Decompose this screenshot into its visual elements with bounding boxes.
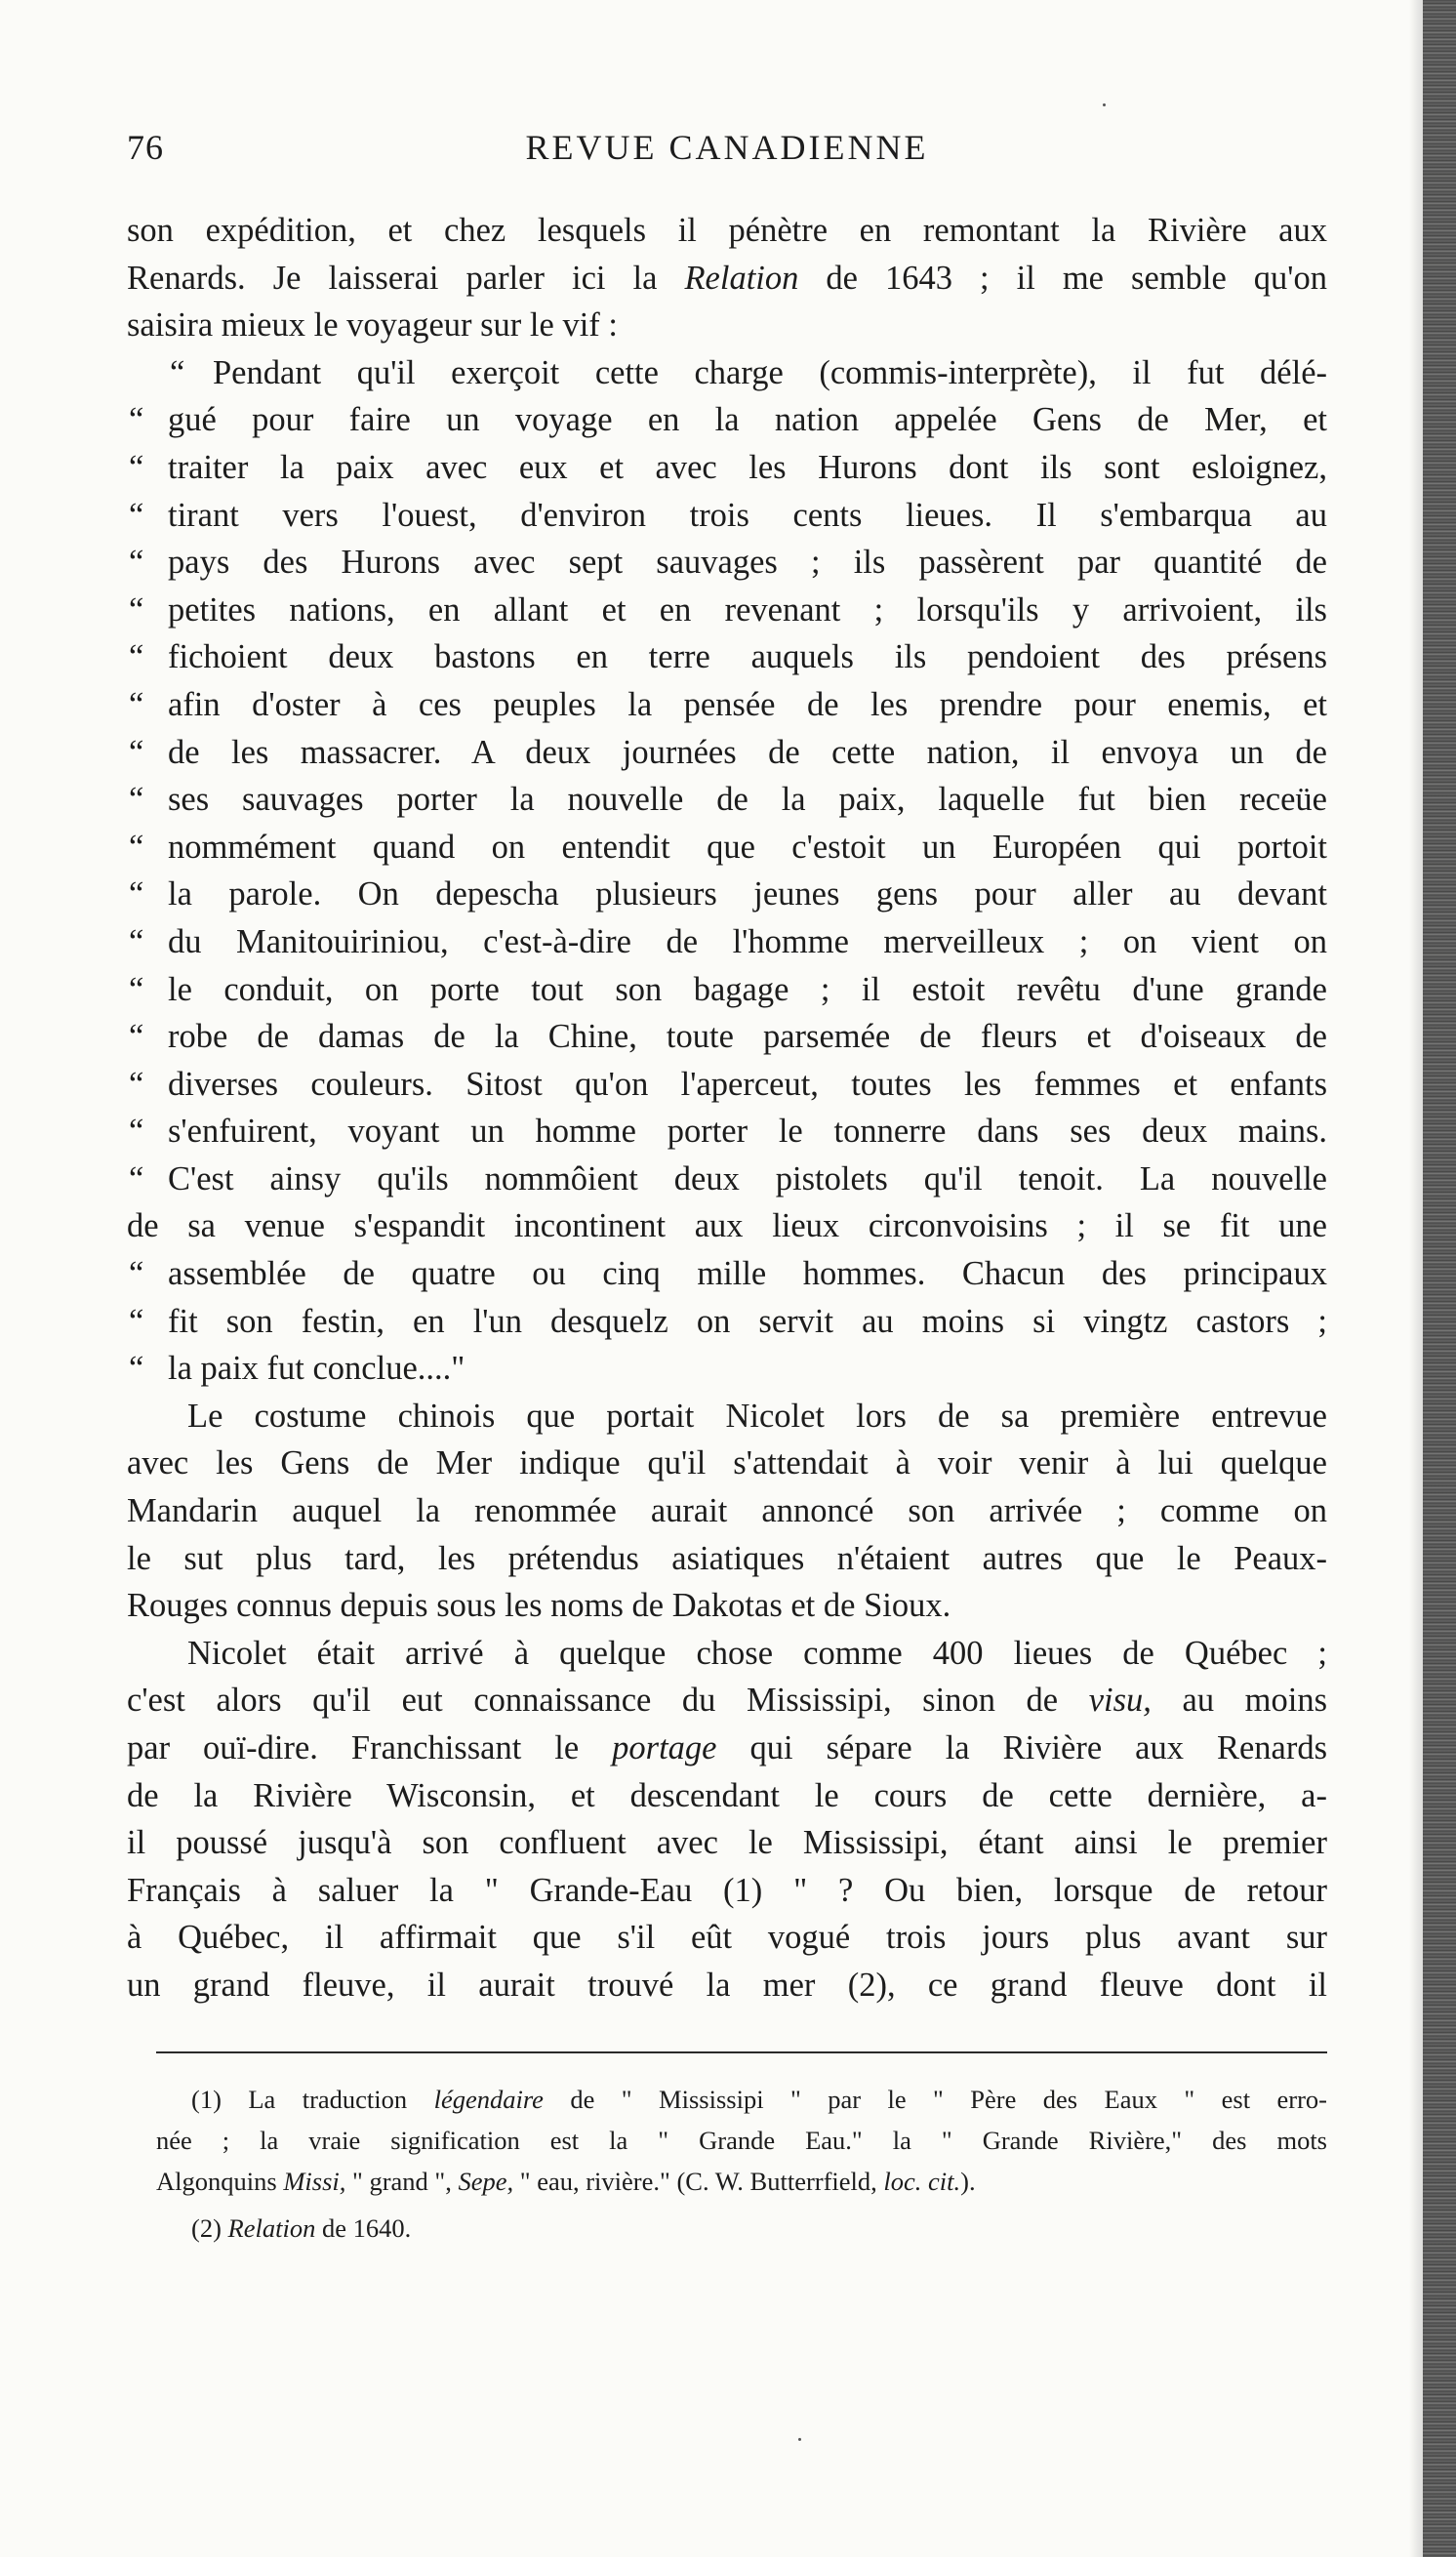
quote-line: “ le conduit, on porte tout son bagage ; il estoit revêtu d'une grande	[129, 970, 1327, 1008]
quote-line: “ C'est ainsy qu'ils nommôient deux pistolets qu'il tenoit. La nouvelle	[129, 1159, 1327, 1197]
quote-line: “ petites nations, en allant et en revenant ; lorsqu'ils y arrivoient, ils	[129, 590, 1327, 629]
footnote-2-line: (2) Relation de 1640.	[191, 2213, 412, 2243]
text-line: à Québec, il affirmait que s'il eût vogué trois jours plus avant sur	[127, 1919, 1327, 1957]
quote-line: “ la parole. On depescha plusieurs jeunes gens pour aller au devant	[129, 875, 1327, 913]
text-line: de la Rivière Wisconsin, et descendant le cours de cette dernière, a-	[127, 1776, 1327, 1814]
page-header	[127, 127, 1327, 182]
text-line: par ouï-dire. Franchissant le portage qui sépare la Rivière aux Renards	[127, 1729, 1327, 1766]
text-line: Rouges connus depuis sous les noms de Dakotas et de Sioux.	[127, 1587, 951, 1625]
text-line: Mandarin auquel la renommée aurait annoncé son arrivée ; comme on	[127, 1492, 1327, 1530]
main-text	[127, 207, 1327, 2009]
paragraph	[127, 1630, 1327, 2009]
page-edge-shadow	[1409, 0, 1423, 2557]
text-line: son expédition, et chez lesquels il pénètre en remontant la Rivière aux	[127, 212, 1327, 249]
quote-line: “ Pendant qu'il exerçoit cette charge (commis-interprète), il fut délé-	[170, 353, 1327, 391]
footnote-1-line: née ; la vraie signification est la " Grande Eau." la " Grande Rivière," des mots	[156, 2126, 1327, 2155]
page-binding-edge	[1423, 0, 1456, 2557]
scan-speck	[798, 2438, 801, 2441]
paragraph	[127, 1393, 1327, 1630]
quote-line: “ afin d'oster à ces peuples la pensée de les prendre pour enemis, et	[129, 685, 1327, 723]
quote-line: “ gué pour faire un voyage en la nation appelée Gens de Mer, et	[129, 401, 1327, 439]
quote-line: “ tirant vers l'ouest, d'environ trois cents lieues. Il s'embarqua au	[129, 496, 1327, 534]
text-line: Nicolet était arrivé à quelque chose comme 400 lieues de Québec ;	[187, 1634, 1327, 1672]
footnote-1-line: Algonquins Missi, " grand ", Sepe, " eau, rivière." (C. W. Butterrfield, loc. cit.).	[156, 2167, 976, 2196]
text-line: Le costume chinois que portait Nicolet lors de sa première entrevue	[187, 1397, 1327, 1435]
quote-line: “ nommément quand on entendit que c'estoit un Européen qui portoit	[129, 828, 1327, 866]
text-line: saisira mieux le voyageur sur le vif :	[127, 306, 618, 345]
text-line: c'est alors qu'il eut connaissance du Mississipi, sinon de visu, au moins	[127, 1682, 1328, 1720]
text-line: le sut plus tard, les prétendus asiatiques n'étaient autres que le Peaux-	[127, 1539, 1327, 1577]
quote-line: “ s'enfuirent, voyant un homme porter le tonnerre dans ses deux mains.	[129, 1113, 1327, 1151]
text-line: Renards. Je laisserai parler ici la Relation de 1643 ; il me semble qu'on	[127, 259, 1327, 297]
quote-line: “ la paix fut conclue...."	[129, 1350, 465, 1388]
quote-line: “ pays des Hurons avec sept sauvages ; ils passèrent par quantité de	[129, 544, 1327, 582]
scan-speck	[1103, 103, 1106, 106]
text-line: Français à saluer la " Grande-Eau (1) " ? Ou bien, lorsque de retour	[127, 1871, 1327, 1909]
quote-line: “ du Manitouiriniou, c'est-à-dire de l'homme merveilleux ; on vient on	[129, 922, 1327, 960]
quote-line: “ robe de damas de la Chine, toute parsemée de fleurs et d'oiseaux de	[129, 1018, 1327, 1056]
quote-line: “ fichoient deux bastons en terre auquels ils pendoient des présens	[129, 638, 1327, 676]
page-number: 76	[127, 128, 164, 167]
footnote-1-line: (1) La traduction légendaire de " Mississipi " par le " Père des Eaux " est erro-	[191, 2085, 1328, 2114]
quote-line: “ traiter la paix avec eux et avec les Hurons dont ils sont esloignez,	[129, 448, 1327, 486]
footnote-divider	[156, 2051, 1327, 2053]
running-title: REVUE CANADIENNE	[525, 128, 929, 167]
quote-line: “ ses sauvages porter la nouvelle de la paix, laquelle fut bien receüe	[129, 781, 1327, 819]
text-line: avec les Gens de Mer indique qu'il s'attendait à voir venir à lui quelque	[127, 1444, 1327, 1482]
text-line: un grand fleuve, il aurait trouvé la mer (2), ce grand fleuve dont il	[127, 1966, 1327, 2004]
quote-line: “ de les massacrer. A deux journées de cette nation, il envoya un de	[129, 733, 1327, 771]
footnotes	[156, 2079, 1327, 2249]
quote-line: “ assemblée de quatre ou cinq mille hommes. Chacun des principaux	[129, 1255, 1327, 1293]
quote-line: “ diverses couleurs. Sitost qu'on l'aperceut, toutes les femmes et enfants	[129, 1065, 1327, 1103]
quote-line: “ fit son festin, en l'un desquelz on servit au moins si vingtz castors ;	[129, 1302, 1327, 1340]
quotation-block	[127, 349, 1327, 1393]
quote-line: de sa venue s'espandit incontinent aux lieux circonvoisins ; il se fit une	[127, 1207, 1327, 1245]
text-line: il poussé jusqu'à son confluent avec le Mississipi, étant ainsi le premier	[127, 1824, 1327, 1862]
